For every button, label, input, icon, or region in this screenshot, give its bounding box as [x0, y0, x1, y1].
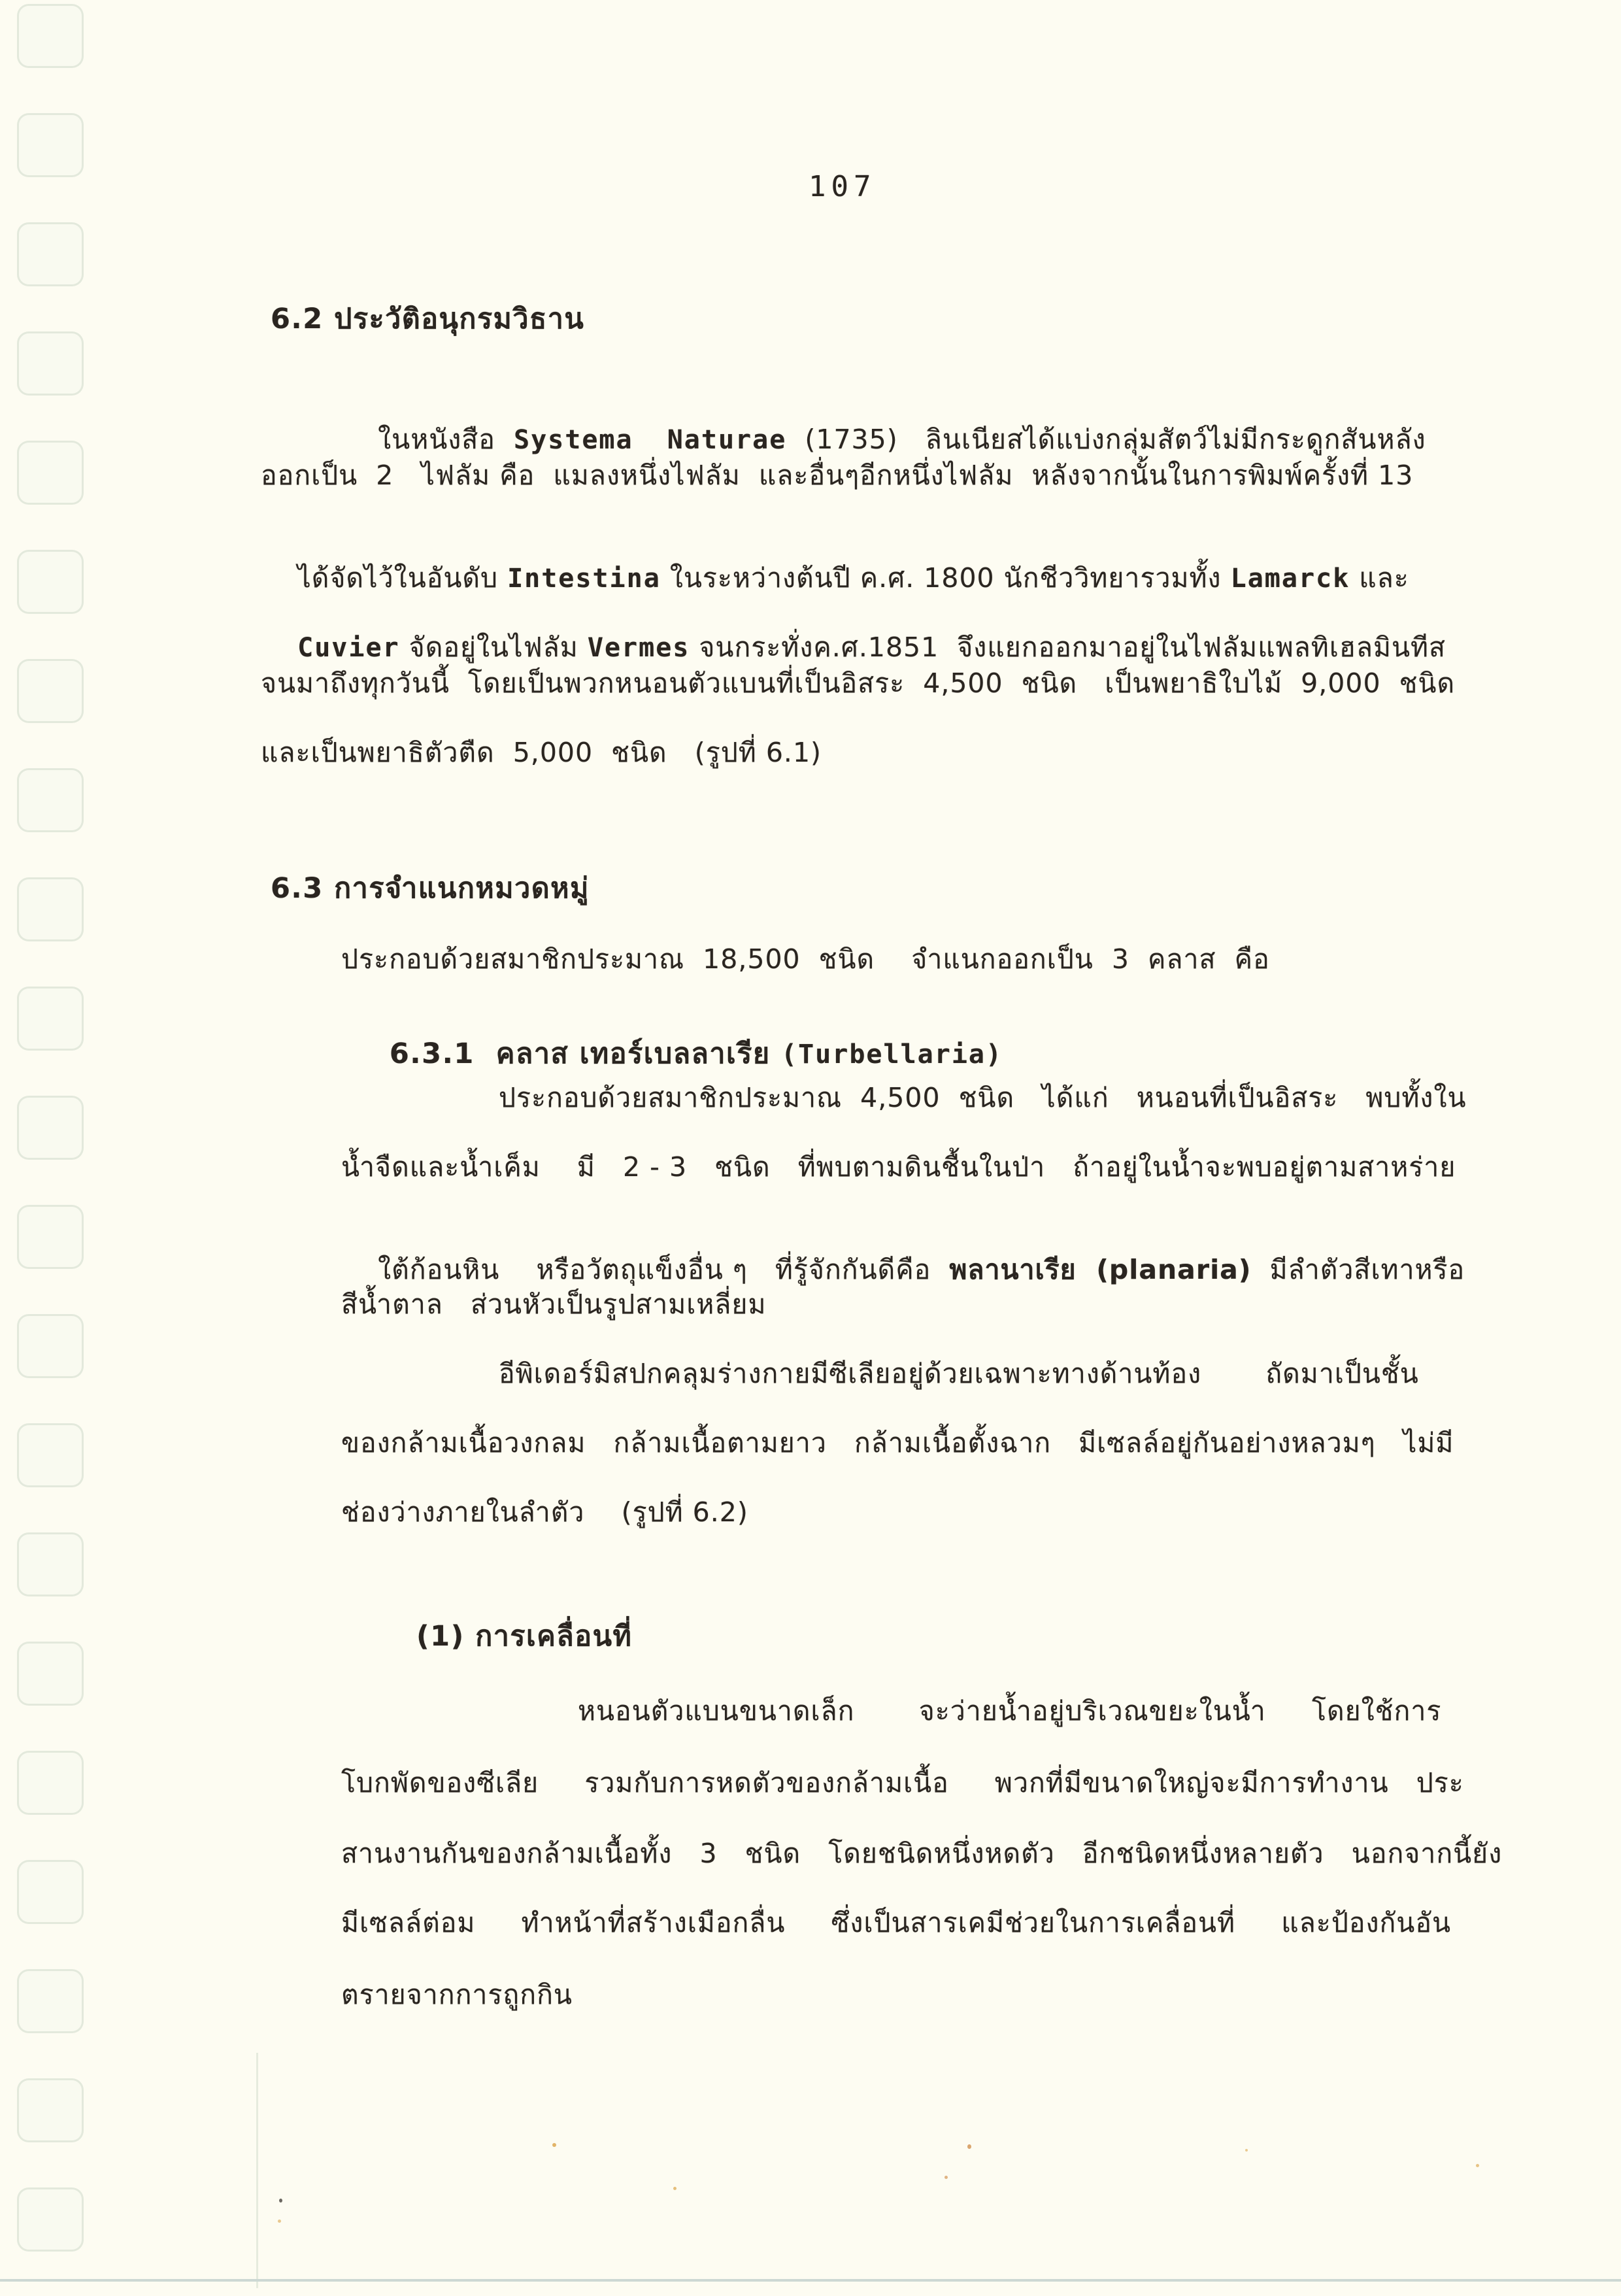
heading-text: 6.3.1 คลาส เทอร์เบลลาเรีย: [389, 1037, 781, 1070]
binding-hole-mark: [17, 1969, 84, 2033]
paper-speck: [1245, 2149, 1248, 2152]
page-bottom-edge: [0, 2279, 1621, 2282]
person-name-lamarck: Lamarck: [1230, 564, 1350, 594]
paper-speck: [279, 2199, 282, 2203]
binding-hole-mark: [17, 1314, 84, 1378]
binding-hole-mark: [17, 2078, 84, 2142]
paper-speck: [552, 2143, 556, 2147]
paragraph-line: ประกอบด้วยสมาชิกประมาณ 18,500 ชนิด จำแนกออกเป็น 3 คลาส คือ: [341, 943, 1270, 975]
paper-speck: [673, 2187, 677, 2190]
binding-hole-mark: [17, 987, 84, 1051]
binding-hole-mark: [17, 659, 84, 723]
binding-hole-mark: [17, 768, 84, 832]
paragraph-line: สานงานกันของกล้ามเนื้อทั้ง 3 ชนิด โดยชนิดหนึ่งหดตัว อีกชนิดหนึ่งหลายตัว นอกจากนี้ยัง: [341, 1838, 1503, 1869]
taxon-name-intestina: Intestina: [507, 564, 661, 594]
paragraph-line: น้ำจืดและน้ำเค็ม มี 2 - 3 ชนิด ที่พบตามดินชื้นในป่า ถ้าอยู่ในน้ำจะพบอยู่ตามสาหร่าย: [341, 1151, 1456, 1183]
subheading-movement: (1) การเคลื่อนที่: [416, 1620, 633, 1653]
paper-speck: [1476, 2164, 1479, 2167]
text-run: ได้จัดไว้ในอันดับ: [297, 562, 508, 594]
paragraph-line: และเป็นพยาธิตัวตืด 5,000 ชนิด (รูปที่ 6.1): [261, 737, 822, 768]
text-run: (1735) ลินเนียสได้แบ่งกลุ่มสัตว์ไม่มีกระดูกสันหลัง: [786, 424, 1426, 456]
paper-fold-mark: [256, 2053, 258, 2288]
taxon-name-turbellaria: (Turbellaria): [781, 1039, 1003, 1070]
text-run: ในระหว่างต้นปี ค.ศ. 1800 นักชีววิทยารวมทั้ง: [660, 562, 1231, 594]
binding-hole-mark: [17, 1423, 84, 1487]
text-run: ในหนังสือ: [378, 424, 514, 456]
binding-hole-mark: [17, 331, 84, 396]
paragraph-line: สีน้ำตาล ส่วนหัวเป็นรูปสามเหลี่ยม: [341, 1289, 767, 1320]
paragraph-line: ช่องว่างภายในลำตัว (รูปที่ 6.2): [341, 1496, 748, 1528]
binding-hole-mark: [17, 113, 84, 177]
paragraph-line: จนมาถึงทุกวันนี้ โดยเป็นพวกหนอนตัวแบนที่เป็นอิสระ 4,500 ชนิด เป็นพยาธิใบไม้ 9,000 ชนิด: [261, 667, 1456, 699]
paragraph-line: หนอนตัวแบนขนาดเล็ก จะว่ายน้ำอยู่บริเวณขยะในน้ำ โดยใช้การ: [578, 1695, 1442, 1727]
paragraph-line: มีเซลล์ต่อม ทำหน้าที่สร้างเมือกลื่น ซึ่งเป็นสารเคมีช่วยในการเคลื่อนที่ และป้องกันอัน: [341, 1907, 1451, 1938]
paper-speck: [278, 2220, 281, 2223]
binding-hole-mark: [17, 1205, 84, 1269]
text-run: ใต้ก้อนหิน หรือวัตถุแข็งอื่น ๆ ที่รู้จักกันดีคือ: [378, 1254, 950, 1286]
paragraph-line: ตรายจากการถูกกิน: [341, 1979, 573, 2010]
paragraph-line: ออกเป็น 2 ไฟลัม คือ แมลงหนึ่งไฟลัม และอื่นๆอีกหนึ่งไฟลัม หลังจากนั้นในการพิมพ์ครั้งที่ 13: [261, 460, 1414, 491]
paragraph-line: ของกล้ามเนื้อวงกลม กล้ามเนื้อตามยาว กล้ามเนื้อตั้งฉาก มีเซลล์อยู่กันอย่างหลวมๆ ไม่มี: [341, 1427, 1454, 1459]
binding-hole-mark: [17, 1860, 84, 1924]
binding-hole-mark: [17, 4, 84, 68]
binding-hole-mark: [17, 2187, 84, 2252]
taxon-name-vermes: Vermes: [587, 633, 690, 664]
binding-hole-mark: [17, 1751, 84, 1815]
text-run: และ: [1350, 562, 1409, 594]
paragraph-line: ประกอบด้วยสมาชิกประมาณ 4,500 ชนิด ได้แก่ หนอนที่เป็นอิสระ พบทั้งใน: [499, 1082, 1467, 1113]
binding-hole-mark: [17, 441, 84, 505]
paper-speck: [967, 2144, 971, 2149]
text-run: จนกระทั่งค.ศ.1851 จึงแยกออกมาอยู่ในไฟลัมแพลทิเฮลมินทีส: [690, 632, 1446, 664]
section-heading-6-3: 6.3 การจำแนกหมวดหมู่: [271, 872, 590, 905]
section-heading-6-2: 6.2 ประวัติอนุกรมวิธาน: [271, 303, 585, 335]
binding-hole-mark: [17, 1532, 84, 1596]
term-planaria: พลานาเรีย (planaria): [949, 1254, 1252, 1286]
person-name-cuvier: Cuvier: [297, 633, 400, 664]
binding-hole-mark: [17, 1096, 84, 1160]
text-run: จัดอยู่ในไฟลัม: [399, 632, 588, 664]
page-number: 107: [809, 170, 877, 203]
species-name-systema-naturae: Systema Naturae: [513, 425, 787, 456]
binding-hole-mark: [17, 877, 84, 941]
paragraph-line: โบกพัดของซีเลีย รวมกับการหดตัวของกล้ามเนื้อ พวกที่มีขนาดใหญ่จะมีการทำงาน ประ: [341, 1767, 1464, 1798]
binding-hole-mark: [17, 222, 84, 286]
binding-hole-mark: [17, 1642, 84, 1706]
binding-hole-mark: [17, 550, 84, 614]
paragraph-line: อีพิเดอร์มิสปกคลุมร่างกายมีซีเลียอยู่ด้วยเฉพาะทางด้านท้อง ถัดมาเป็นชั้น: [499, 1358, 1419, 1389]
text-run: มีลำตัวสีเทาหรือ: [1251, 1254, 1465, 1286]
paper-speck: [944, 2176, 948, 2179]
